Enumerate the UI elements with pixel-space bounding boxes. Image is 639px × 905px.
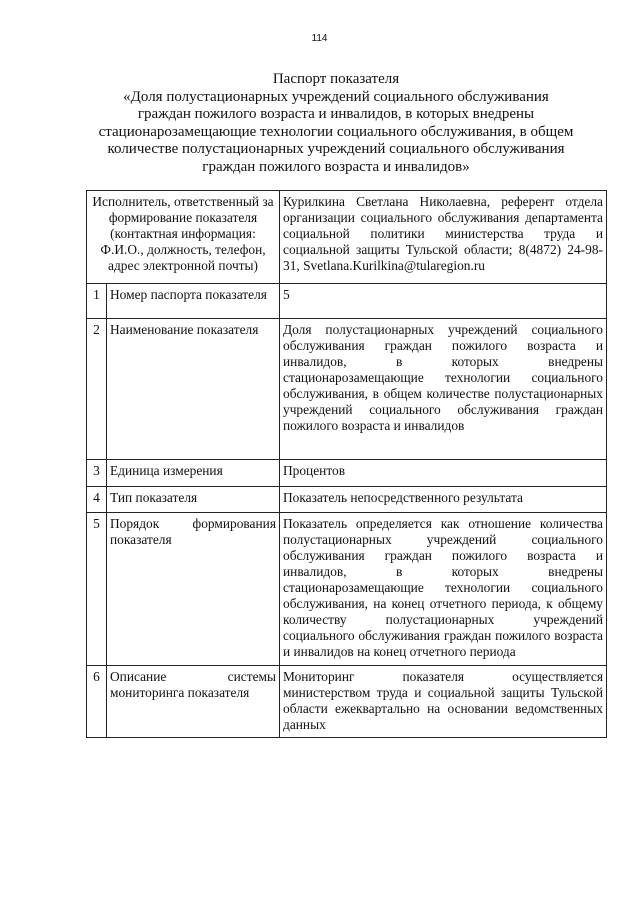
row-number-cell: 3 [87,460,107,487]
row-label-cell: Тип показателя [107,487,280,513]
row-value-cell: 5 [280,284,607,319]
row-label-cell: Порядок формирования показателя [107,513,280,666]
title-line-4: стационарозамещающие технологии социального обслуживания, в общем [98,123,574,140]
row-value-cell: Показатель непосредственного результата [280,487,607,513]
executor-label-cell: Исполнитель, ответственный за формирование показателя (контактная информация: Ф.И.О., должность, телефон, адрес электронной почты) [87,191,280,284]
row-label-cell: Единица измерения [107,460,280,487]
row-number-cell: 2 [87,319,107,460]
table-row-unit [87,460,607,487]
title-line-6: граждан пожилого возраста и инвалидов» [202,158,470,175]
table-row-monitoring [87,666,607,738]
title-line-1: Паспорт показателя [272,71,400,87]
row-value-cell: Показатель определяется как отношение количества полустационарных учреждений социального обслуживания граждан пожилого возраста и инвалидов, в которых внедрены стационарозамещающие технологии социального обслуживания, на конец отчетного периода, к общему количеству полустационарных учреждений социального обслуживания граждан пожилого возраста и инвалидов на конец отчетного периода [280,513,607,666]
row-value-cell: Процентов [280,460,607,487]
table-row-indicator-type [87,487,607,513]
row-number-cell: 6 [87,666,107,738]
table-row-indicator-name [87,319,607,460]
row-label-cell: Номер паспорта показателя [107,284,280,319]
row-number-cell: 5 [87,513,107,666]
row-value-cell: Доля полустационарных учреждений социального обслуживания граждан пожилого возраста и инвалидов, в которых внедрены стационарозамещающие технологии социального обслуживания, в общем количестве полустационарных учреждений социального обслуживания граждан пожилого возраста и инвалидов [280,319,607,460]
title-line-3: граждан пожилого возраста и инвалидов, в которых внедрены [137,106,535,123]
document-title [76,71,596,177]
table-row-passport-number [87,284,607,319]
table-row-formation-method [87,513,607,666]
row-value-cell: Мониторинг показателя осуществляется министерством труда и социальной защиты Тульской области ежеквартально на основании ведомственных данных [280,666,607,738]
row-label-cell: Наименование показателя [107,319,280,460]
executor-value-cell: Курилкина Светлана Николаевна, референт отдела организации социального обслуживания департамента социальной политики министерства труда и социальной защиты Тульской области; 8(4872) 24-98-31, Svetlana.Kurilkina@tularegion.ru [280,191,607,284]
row-number-cell: 4 [87,487,107,513]
row-number-cell: 1 [87,284,107,319]
indicator-passport-table [86,190,607,738]
title-line-5: количестве полустационарных учреждений социального обслуживания [107,141,565,158]
title-line-2: «Доля полустационарных учреждений социального обслуживания [123,88,549,105]
row-label-cell: Описание системы мониторинга показателя [107,666,280,738]
table-row-executor [87,191,607,284]
page-number: 114 [311,33,328,44]
